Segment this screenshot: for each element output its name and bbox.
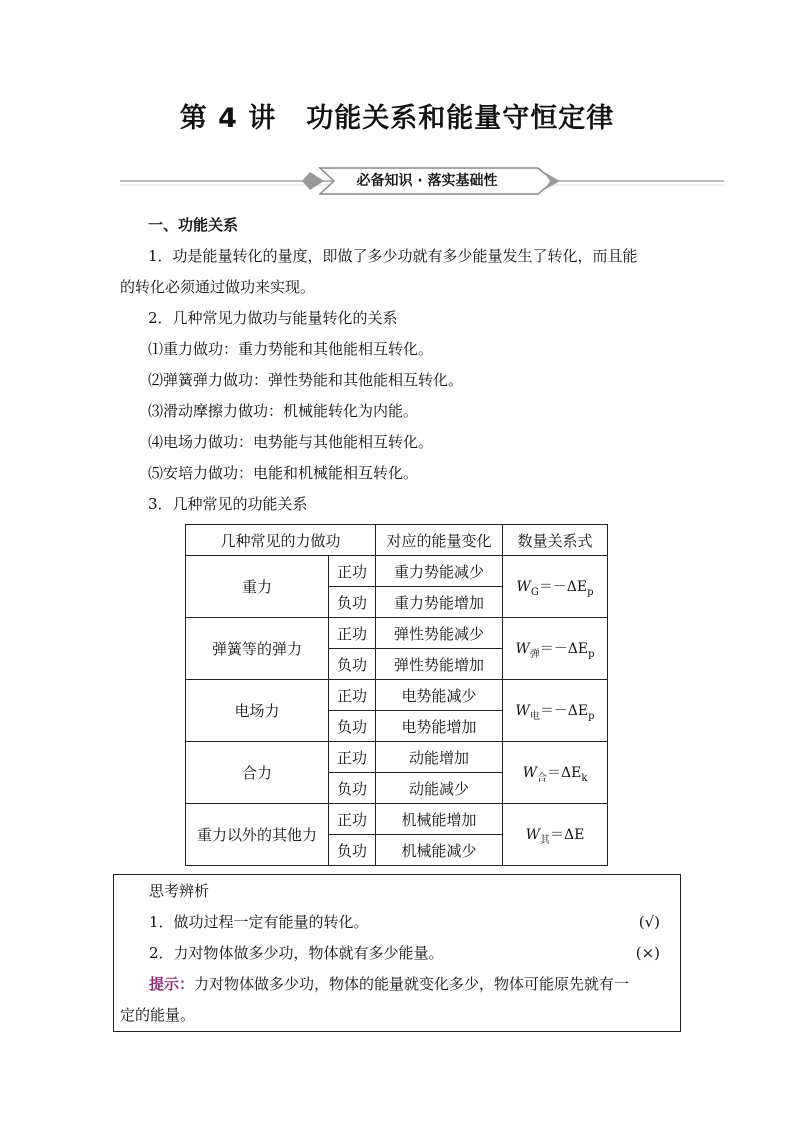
work-sign-cell: 正功 xyxy=(329,804,376,835)
list-item: ⑶滑动摩擦力做功：机械能转化为内能。 xyxy=(148,402,419,420)
table-header: 数量关系式 xyxy=(503,525,608,556)
force-cell: 重力以外的其他力 xyxy=(186,804,329,866)
hint-line-2: 定的能量。 xyxy=(120,1006,196,1024)
formula-cell: $W_G=-\Delta E_p$ xyxy=(503,556,608,618)
energy-change-cell: 电势能减少 xyxy=(376,680,503,711)
energy-change-cell: 机械能增加 xyxy=(376,804,503,835)
think-box xyxy=(113,874,681,1032)
hint-line-1: 提示：力对物体做多少功，物体的能量就变化多少，物体可能原先就有一 xyxy=(149,975,630,993)
list-item: ⑵弹簧弹力做功：弹性势能和其他能相互转化。 xyxy=(148,371,464,389)
table-row xyxy=(186,680,608,711)
energy-change-cell: 机械能减少 xyxy=(376,835,503,866)
table-row xyxy=(186,618,608,649)
list-item: ⑴重力做功：重力势能和其他能相互转化。 xyxy=(148,340,434,358)
work-sign-cell: 正功 xyxy=(329,556,376,587)
formula-cell: $W_其=\Delta E$ xyxy=(503,804,608,866)
formula-cell: $W_电=-\Delta E_p$ xyxy=(503,680,608,742)
work-sign-cell: 负功 xyxy=(329,773,376,804)
energy-change-cell: 重力势能增加 xyxy=(376,587,503,618)
work-sign-cell: 正功 xyxy=(329,680,376,711)
paragraph-1-line-2: 的转化必须通过做功来实现。 xyxy=(120,278,316,296)
energy-change-cell: 重力势能减少 xyxy=(376,556,503,587)
question-2-mark: (×) xyxy=(635,944,660,962)
page-title xyxy=(0,96,794,135)
lecture-topic: 功能关系和能量守恒定律 xyxy=(306,103,615,134)
force-cell: 电场力 xyxy=(186,680,329,742)
lecture-number: 第 4 讲 xyxy=(179,103,277,134)
paragraph-2: 2．几种常见力做功与能量转化的关系 xyxy=(148,309,398,327)
section-banner xyxy=(120,164,724,198)
energy-change-cell: 动能增加 xyxy=(376,742,503,773)
table-row xyxy=(186,556,608,587)
energy-relation-table xyxy=(185,524,608,866)
list-item: ⑸安培力做功：电能和机械能相互转化。 xyxy=(148,464,419,482)
question-2: 2．力对物体做多少功，物体就有多少能量。 xyxy=(149,944,444,962)
question-1: 1．做功过程一定有能量的转化。 xyxy=(149,913,369,931)
list-item: ⑷电场力做功：电势能与其他能相互转化。 xyxy=(148,433,434,451)
banner-label: 必备知识 · 落实基础性 xyxy=(356,173,498,189)
table-row xyxy=(186,804,608,835)
table-header-row xyxy=(186,525,608,556)
paragraph-3: 3．几种常见的功能关系 xyxy=(148,495,308,513)
formula-cell: $W_合=\Delta E_k$ xyxy=(503,742,608,804)
work-sign-cell: 负功 xyxy=(329,835,376,866)
energy-change-cell: 弹性势能增加 xyxy=(376,649,503,680)
work-sign-cell: 负功 xyxy=(329,711,376,742)
section-heading: 一、功能关系 xyxy=(148,216,239,234)
energy-change-cell: 弹性势能减少 xyxy=(376,618,503,649)
work-sign-cell: 正功 xyxy=(329,618,376,649)
table-row xyxy=(186,742,608,773)
paragraph-1-line-1: 1．功是能量转化的量度，即做了多少功就有多少能量发生了转化，而且能 xyxy=(148,247,638,265)
energy-change-cell: 电势能增加 xyxy=(376,711,503,742)
hint-label: 提示： xyxy=(149,975,195,993)
force-cell: 弹簧等的弹力 xyxy=(186,618,329,680)
work-sign-cell: 负功 xyxy=(329,587,376,618)
force-cell: 合力 xyxy=(186,742,329,804)
work-sign-cell: 正功 xyxy=(329,742,376,773)
force-cell: 重力 xyxy=(186,556,329,618)
work-sign-cell: 负功 xyxy=(329,649,376,680)
table-header: 几种常见的力做功 xyxy=(186,525,376,556)
energy-change-cell: 动能减少 xyxy=(376,773,503,804)
think-heading: 思考辨析 xyxy=(149,882,210,900)
question-1-mark: (√) xyxy=(638,913,660,931)
formula-cell: $W_弹=-\Delta E_p$ xyxy=(503,618,608,680)
table-header: 对应的能量变化 xyxy=(376,525,503,556)
